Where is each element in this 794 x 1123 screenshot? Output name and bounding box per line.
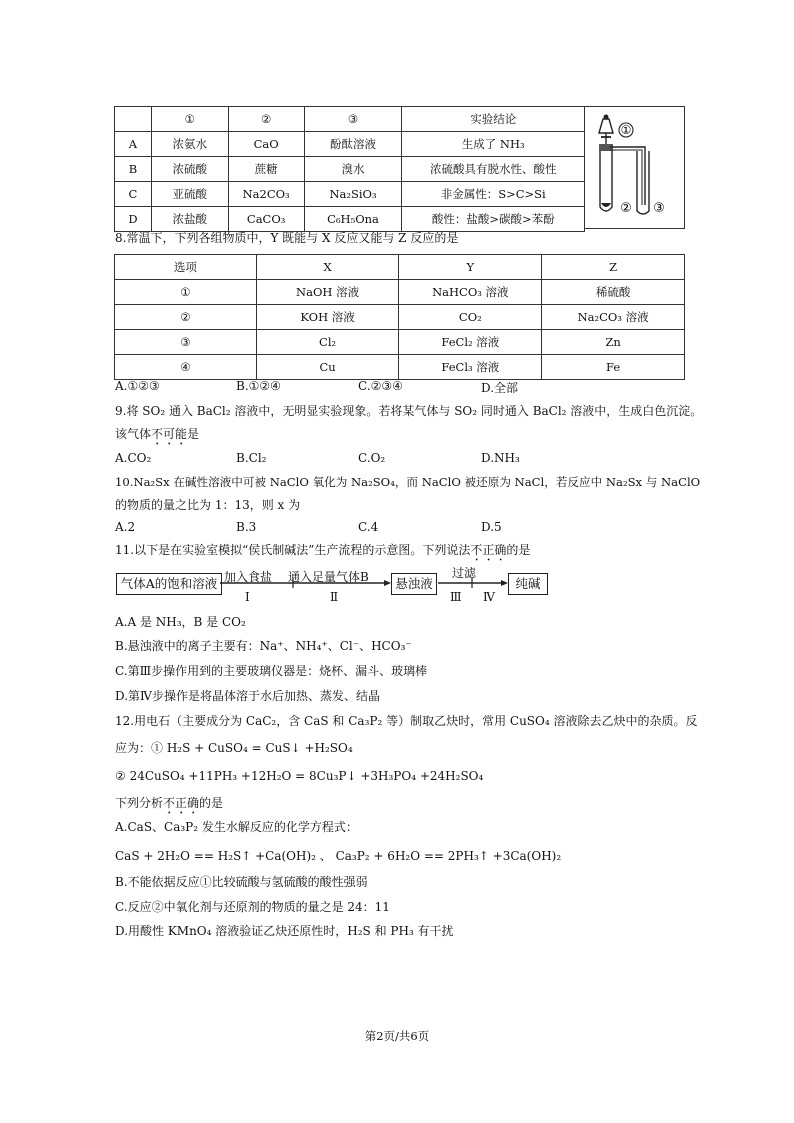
q12-option-d: D.用酸性 KMnO₄ 溶液验证乙炔还原性时，H₂S 和 PH₃ 有干扰: [115, 924, 454, 938]
q12-stem-line-3: [115, 795, 223, 817]
funnel-shape: [599, 119, 613, 133]
table-row: [115, 305, 685, 330]
q9-stem-line-1: 9.将 SO₂ 通入 BaCl₂ 溶液中，无明显实验现象。若将某气体与 SO₂ 同时通入 BaCl₂ 溶液中，生成白色沉淀。: [115, 404, 703, 418]
table-cell: ④: [115, 355, 257, 380]
q9-stem-suffix: 是: [187, 427, 200, 441]
test-tube-2-solid: [601, 203, 611, 207]
apparatus-label-3: ③: [653, 201, 665, 216]
q10-stem-line-1: 10.Na₂Sx 在碱性溶液中可被 NaClO 氧化为 Na₂SO₄，而 NaClO 被还原为 NaCl，若反应中 Na₂Sx 与 NaClO: [115, 475, 701, 489]
q10-stem-line-2: 的物质的量之比为 1：13，则 x 为: [115, 498, 301, 512]
q9-option-b: B.Cl₂: [236, 451, 267, 465]
q7-table: [114, 106, 585, 232]
table-cell: Zn: [542, 330, 685, 355]
table-cell: 溴水: [304, 157, 402, 182]
flow-step-roman-4: Ⅳ: [483, 590, 495, 604]
table-cell: ①: [115, 280, 257, 305]
q11-option-c: C.第Ⅲ步操作用到的主要玻璃仪器是：烧杯、漏斗、玻璃棒: [115, 664, 428, 678]
q12-equation-2: ② 24CuSO₄ +11PH₃ +12H₂O = 8Cu₃P↓ +3H₃PO₄ +24H₂SO₄: [115, 769, 484, 783]
q8-option-c: C.②③④: [358, 379, 403, 393]
q8-option-a: A.①②③: [115, 379, 160, 393]
q9-stem-emphasis: 不可能: [151, 427, 188, 441]
table-header-cell: 选项: [115, 255, 257, 280]
q9-stem-prefix: 该气体: [115, 427, 152, 441]
q12-stem-emphasis: 不正确: [163, 796, 200, 810]
table-row: [115, 255, 685, 280]
flow-step-add-salt: 加入食盐: [224, 570, 273, 584]
table-cell: Na₂CO₃ 溶液: [542, 305, 685, 330]
table-header-cell: 实验结论: [402, 107, 585, 132]
table-cell: FeCl₂ 溶液: [399, 330, 542, 355]
table-cell: CO₂: [399, 305, 542, 330]
flow-step-roman-2: Ⅱ: [330, 590, 339, 604]
table-cell: C₆H₅Ona: [304, 207, 402, 232]
table-row: [115, 182, 585, 207]
table-cell: Cl₂: [256, 330, 399, 355]
q8-stem: 8.常温下，下列各组物质中，Y 既能与 X 反应又能与 Z 反应的是: [115, 231, 459, 245]
table-header-cell: ②: [228, 107, 304, 132]
table-cell: 蔗糖: [228, 157, 304, 182]
table-cell: 浓硫酸: [151, 157, 228, 182]
table-row: [115, 280, 685, 305]
q9-option-a: A.CO₂: [115, 451, 152, 465]
q8-table: [114, 254, 685, 380]
q9-stem-line-2: [115, 426, 199, 448]
q10-option-d: D.5: [481, 520, 502, 534]
table-cell: CaO: [228, 132, 304, 157]
q12-option-c: C.反应②中氧化剂与还原剂的物质的量之是 24：11: [115, 900, 390, 914]
table-cell: 酚酞溶液: [304, 132, 402, 157]
q12-stem-suffix: 的是: [199, 796, 224, 810]
table-row: [115, 207, 585, 232]
q10-option-b: B.3: [236, 520, 257, 534]
q11-stem-prefix: 11.以下是在实验室模拟“侯氏制碱法”生产流程的示意图。下列说法: [115, 543, 471, 557]
q12-stem-line-2: 应为：① H₂S + CuSO₄ = CuS↓ +H₂SO₄: [115, 741, 353, 755]
q10-option-a: A.2: [115, 520, 136, 534]
q12-option-b: B.不能依据反应①比较硫酸与氢硫酸的酸性强弱: [115, 875, 368, 889]
q10-option-c: C.4: [358, 520, 379, 534]
q12-option-a: A.CaS、Ca₃P₂ 发生水解反应的化学方程式：: [115, 820, 358, 834]
flow-step-add-gas-b: 通入足量气体B: [288, 570, 369, 584]
table-cell: D: [115, 207, 152, 232]
flow-arrows: [220, 575, 520, 599]
apparatus-diagram-cell: [585, 106, 685, 229]
table-cell: Na2CO₃: [228, 182, 304, 207]
table-cell: CaCO₃: [228, 207, 304, 232]
flow-box-gas-a: 气体A的饱和溶液: [116, 573, 222, 595]
table-cell: [115, 107, 152, 132]
flow-box-soda-ash: 纯碱: [508, 573, 548, 595]
table-header-cell: X: [256, 255, 399, 280]
table-row: [115, 107, 585, 132]
table-cell: 浓硫酸具有脱水性、酸性: [402, 157, 585, 182]
test-tube-2: [600, 151, 612, 211]
table-row: [115, 330, 685, 355]
table-cell: Fe: [542, 355, 685, 380]
table-cell: 非金属性：S>C>Si: [402, 182, 585, 207]
table-cell: 酸性：盐酸>碳酸>苯酚: [402, 207, 585, 232]
q12-stem-prefix: 下列分析: [115, 796, 164, 810]
table-cell: 稀硫酸: [542, 280, 685, 305]
q9-option-c: C.O₂: [358, 451, 386, 465]
q11-option-a: A.A 是 NH₃，B 是 CO₂: [115, 615, 246, 629]
table-cell: C: [115, 182, 152, 207]
test-tube-3: [637, 151, 649, 214]
table-cell: B: [115, 157, 152, 182]
table-cell: 生成了 NH₃: [402, 132, 585, 157]
q11-stem: [115, 542, 530, 564]
page-footer: 第2页/共6页: [364, 1029, 430, 1043]
flow-step-filter: 过滤: [452, 566, 477, 580]
q12-stem-line-1: 12.用电石（主要成分为 CaC₂，含 CaS 和 Ca₃P₂ 等）制取乙炔时，常用 CuSO₄ 溶液除去乙炔中的杂质。反: [115, 714, 698, 728]
table-row: [115, 157, 585, 182]
q11-option-d: D.第Ⅳ步操作是将晶体溶于水后加热、蒸发、结晶: [115, 689, 380, 703]
table-cell: NaHCO₃ 溶液: [399, 280, 542, 305]
table-cell: 亚硫酸: [151, 182, 228, 207]
table-cell: 浓氨水: [151, 132, 228, 157]
table-cell: FeCl₃ 溶液: [399, 355, 542, 380]
funnel-stopper: [604, 115, 609, 120]
table-cell: Na₂SiO₃: [304, 182, 402, 207]
table-row: [115, 132, 585, 157]
table-header-cell: ①: [151, 107, 228, 132]
table-cell: A: [115, 132, 152, 157]
q8-option-d: D.全部: [481, 381, 519, 395]
flow-box-suspension: 悬浊液: [391, 573, 437, 595]
delivery-tube: [610, 147, 645, 205]
q9-option-d: D.NH₃: [481, 451, 520, 465]
q11-stem-suffix: 的是: [506, 543, 531, 557]
table-header-cell: ③: [304, 107, 402, 132]
table-cell: ②: [115, 305, 257, 330]
q8-option-b: B.①②④: [236, 379, 281, 393]
table-header-cell: Y: [399, 255, 542, 280]
q11-option-b: B.悬浊液中的离子主要有：Na⁺、NH₄⁺、Cl⁻、HCO₃⁻: [115, 639, 412, 653]
flow-step-roman-1: Ⅰ: [245, 590, 250, 604]
flow-step-roman-3: Ⅲ: [450, 590, 462, 604]
q11-stem-emphasis: 不正确: [470, 543, 507, 557]
apparatus-label-1: ①: [620, 123, 632, 137]
table-cell: Cu: [256, 355, 399, 380]
table-cell: 浓盐酸: [151, 207, 228, 232]
apparatus-label-2: ②: [620, 201, 632, 216]
apparatus-diagram: [585, 107, 683, 228]
table-cell: NaOH 溶液: [256, 280, 399, 305]
table-cell: ③: [115, 330, 257, 355]
table-header-cell: Z: [542, 255, 685, 280]
q12-option-a-equation: CaS + 2H₂O == H₂S↑ +Ca(OH)₂ 、 Ca₃P₂ + 6H₂O == 2PH₃↑ +3Ca(OH)₂: [115, 849, 562, 863]
table-row: [115, 355, 685, 380]
table-cell: KOH 溶液: [256, 305, 399, 330]
